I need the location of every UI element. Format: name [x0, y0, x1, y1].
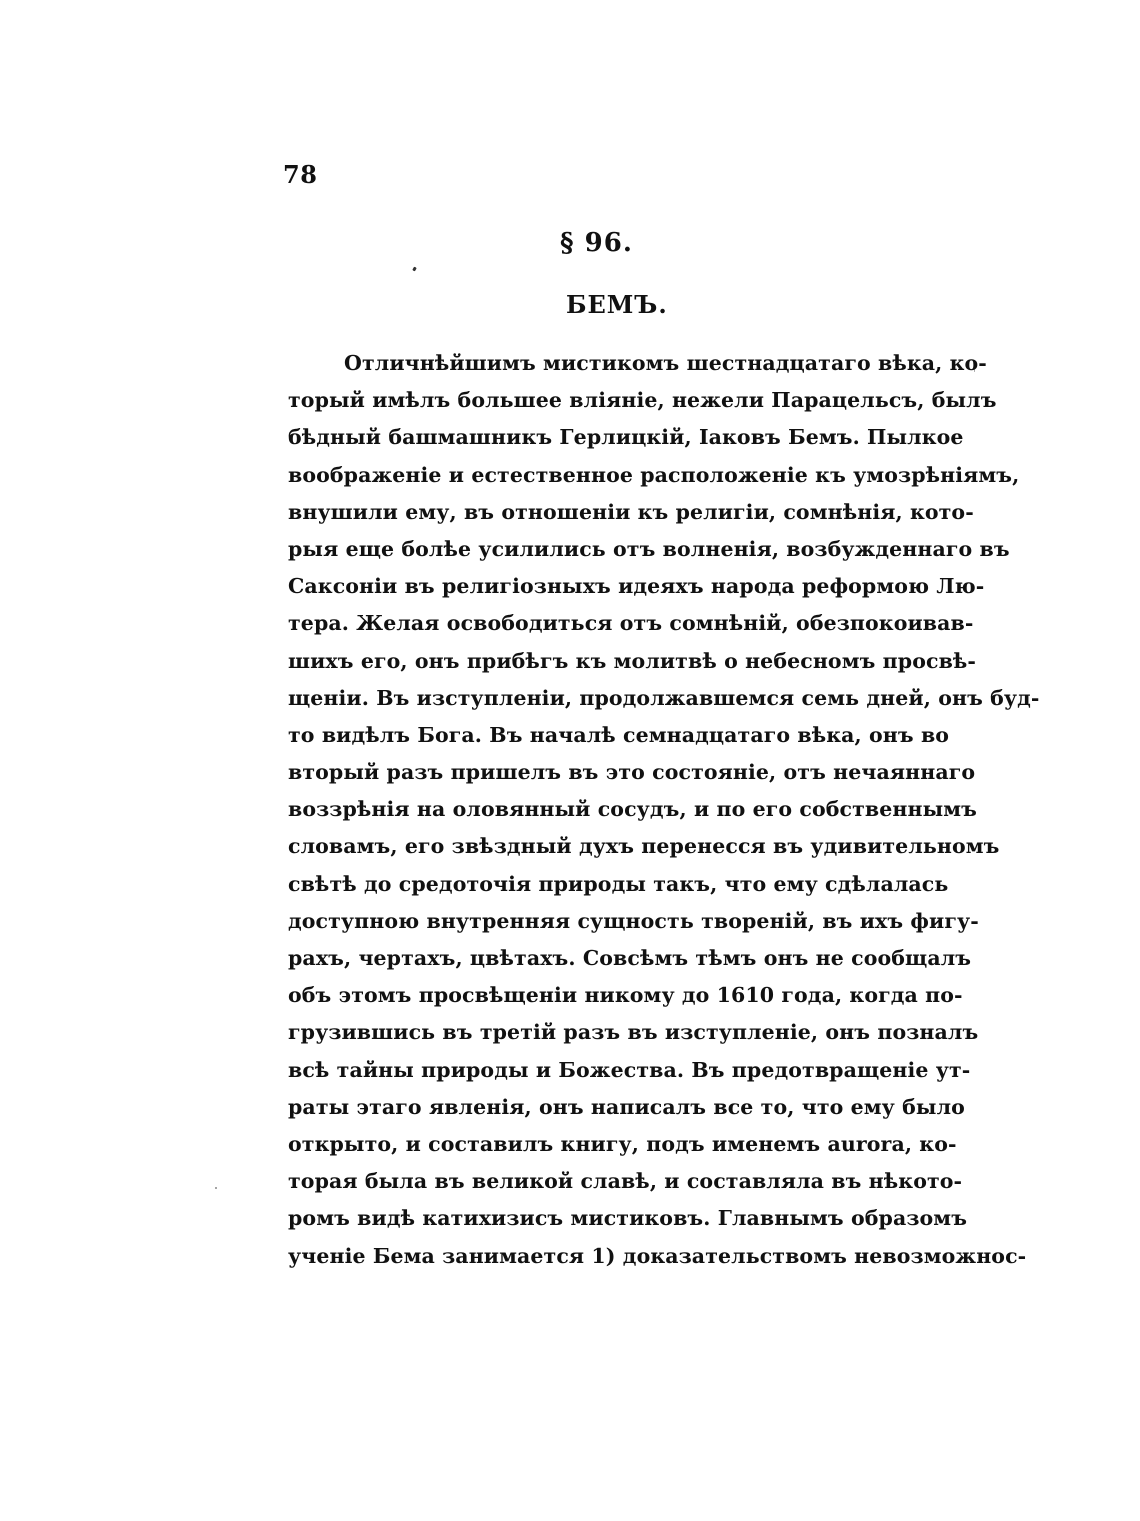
- text-line: то видѣлъ Бога. Въ началѣ семнадцатаго вѣка, онъ во: [288, 722, 950, 747]
- text-line: открыто, и составилъ книгу, подъ именемъ aurora, ко-: [288, 1131, 957, 1156]
- text-line: воображенiе и естественное расположенiе къ умозрѣнiямъ,: [288, 462, 1020, 487]
- text-line: Саксонiи въ религiозныхъ идеяхъ народа реформою Лю-: [288, 574, 985, 599]
- text-line: объ этомъ просвѣщенiи никому до 1610 года, когда по-: [288, 983, 963, 1008]
- text-line: торый имѣлъ большее влiянiе, нежели Парацельсъ, былъ: [288, 388, 997, 413]
- text-line: воззрѣнiя на оловянный сосудъ, и по его собственнымъ: [288, 797, 978, 822]
- text-line: всѣ тайны природы и Божества. Въ предотвращенiе ут-: [288, 1057, 971, 1082]
- text-line: тера. Желая освободиться отъ сомнѣнiй, обезпокоивав-: [288, 611, 974, 636]
- text-line: Отличнѣйшимъ мистикомъ шестнадцатаго вѣка, ко-: [344, 351, 987, 375]
- text-line: ученiе Бема занимается 1) доказательствомъ невозможнос-: [288, 1243, 1027, 1268]
- text-line: вторый разъ пришелъ въ это состоянiе, отъ нечаяннаго: [288, 760, 976, 785]
- section-number: § 96.: [560, 228, 633, 258]
- text-line: словамъ, его звѣздный духъ перенесся въ удивительномъ: [288, 834, 1000, 859]
- text-line: раты этаго явленiя, онъ написалъ все то, что ему было: [288, 1094, 965, 1119]
- text-line: свѣтѣ до средоточiя природы такъ, что ему сдѣлалась: [288, 871, 949, 896]
- text-line: рахъ, чертахъ, цвѣтахъ. Совсѣмъ тѣмъ онъ не сообщалъ: [288, 946, 972, 970]
- text-line: щенiи. Въ изступленiи, продолжавшемся семь дней, онъ буд-: [288, 685, 1040, 710]
- print-speck: [412, 267, 417, 272]
- text-line: рыя еще болѣе усилились отъ волненiя, возбужденнаго въ: [288, 536, 1010, 561]
- text-line: торая была въ великой славѣ, и составляла въ нѣкото-: [288, 1169, 963, 1194]
- text-line: доступною внутренняя сущность творенiй, въ ихъ фигу-: [288, 908, 979, 933]
- text-line: шихъ его, онъ прибѣгъ къ молитвѣ о небесномъ просвѣ-: [288, 648, 977, 673]
- text-line: ромъ видѣ катихизисъ мистиковъ. Главнымъ образомъ: [288, 1206, 968, 1231]
- chapter-title: БЕМЪ.: [566, 290, 668, 319]
- page-number: 78: [283, 160, 318, 189]
- print-speck: [215, 1187, 217, 1189]
- body-paragraph: [288, 345, 1040, 1275]
- text-line: грузившись въ третiй разъ въ изступленiе, онъ позналъ: [288, 1020, 979, 1045]
- text-line: внушили ему, въ отношенiи къ религiи, сомнѣнiя, кото-: [288, 499, 974, 524]
- text-line: бѣдный башмашникъ Герлицкiй, Iаковъ Бемъ. Пылкое: [288, 425, 964, 450]
